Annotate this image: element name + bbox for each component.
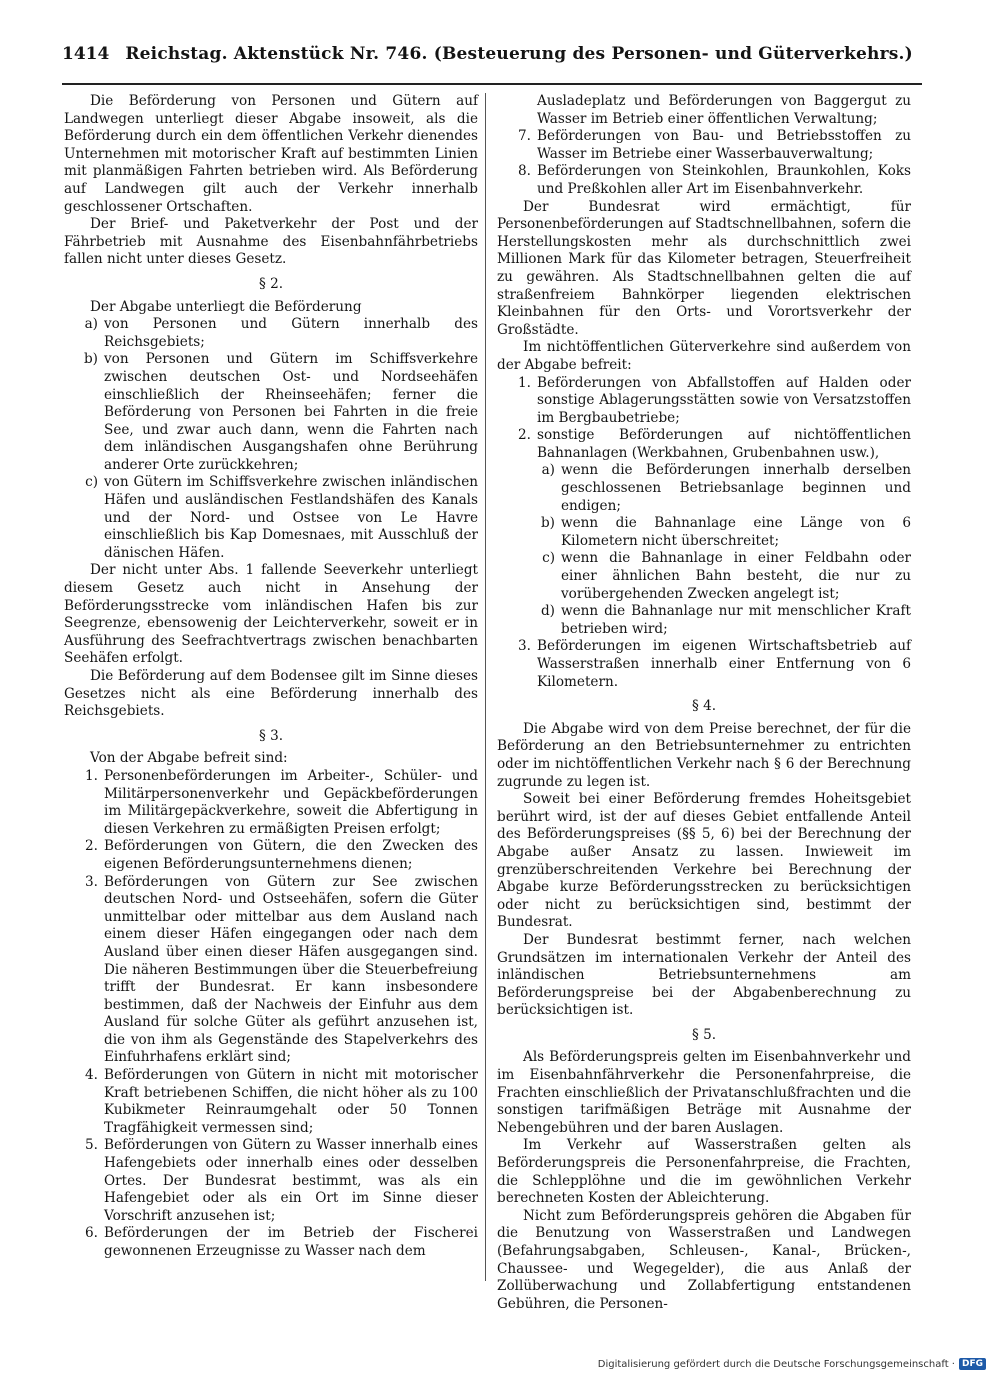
paragraph: Nicht zum Beförderungspreis gehören die Abgaben für die Benutzung von Wasserstraßen und Landwegen (Befahrungsabgaben, Schleusen-, Kanal-, Brücken-, Chaussee- und Wegegelder), die aus Anlaß der Zollüberwachung und Zollabfertigung entstandenen Gebühren, die Personen- [497, 1207, 911, 1312]
page-title: Reichstag. Aktenstück Nr. 746. (Besteuerung des Personen- und Güterverkehrs.) [125, 44, 913, 64]
paragraph: Der nicht unter Abs. 1 fallende Seeverkehr unterliegt diesem Gesetz auch nicht in Ansehung der Beförderungsstrecke vom inländischen Hafen bis zur Seegrenze, ebensowenig der Leichterverkehr, soweit er in Ausführung des Seefrachtvertrags zwischen benachbarten Seehäfen erfolgt. [64, 562, 478, 667]
list-item [78, 874, 478, 1068]
list-marker: c) [85, 474, 98, 491]
list-marker: c) [542, 550, 555, 567]
list-marker: 5. [85, 1137, 98, 1154]
list-marker: 1. [518, 374, 531, 391]
list-marker: b) [540, 515, 555, 532]
list-text: Personenbeförderungen im Arbeiter-, Schüler- und Militärpersonenverkehr und Gepäckbeförderungen im Militärgepäckverkehre, soweit die Abfertigung in diesen Verkehren zu ermäßigten Preisen erfolgt; [104, 767, 478, 837]
letter-list [78, 316, 478, 562]
list-marker: d) [540, 603, 555, 620]
list-text: Beförderungen von Abfallstoffen auf Halden oder sonstige Ablagerungsstätten sowie von Versatzstoffen im Bergbaubetriebe; [537, 374, 911, 426]
list-continuation: Ausladeplatz und Beförderungen von Baggergut zu Wasser im Betrieb einer öffentlichen Verwaltung; [537, 93, 911, 127]
section-intro: Von der Abgabe befreit sind: [90, 750, 288, 767]
list-marker: a) [84, 316, 98, 333]
list-item [78, 1137, 478, 1225]
paragraph: Im nichtöffentlichen Güterverkehre sind außerdem von der Abgabe befreit: [497, 339, 911, 373]
list-text: Beförderungen der im Betrieb der Fischerei gewonnenen Erzeugnisse zu Wasser nach dem [104, 1225, 478, 1259]
list-text: Beförderungen von Steinkohlen, Braunkohlen, Koks und Preßkohlen aller Art im Eisenbahnverkehr. [537, 163, 911, 197]
numbered-list [511, 638, 911, 691]
list-text: von Personen und Gütern innerhalb des Reichsgebiets; [104, 316, 478, 350]
page-header [62, 44, 942, 80]
list-item [511, 375, 911, 428]
paragraph: Der Bundesrat wird ermächtigt, für Personenbeförderungen auf Stadtschnellbahnen, sofern die Herstellungskosten mehr als durchschnittlich zwei Millionen Mark für das Kilometer betragen, Steuerfreiheit zu gewähren. Als Stadtschnellbahnen gelten die auf straßenfreiem Bahnkörper liegenden elektrischen Kleinbahnen für den Orts- und Vorortsverkehr der Großstädte. [497, 198, 911, 338]
list-text: Beförderungen von Bau- und Betriebsstoffen zu Wasser im Betriebe einer Wasserbauverwaltung; [537, 128, 911, 162]
list-item [78, 1225, 478, 1260]
column-divider [485, 93, 486, 1281]
list-item [78, 768, 478, 838]
paragraph: Die Beförderung von Personen und Gütern auf Landwegen unterliegt dieser Abgabe insoweit, als die Beförderung durch ein dem öffentlichen Verkehr dienendes Unternehmen mit motorischer Kraft auf bestimmten Linien mit planmäßigen Fahrten betrieben wird. Als Beförderung auf Landwegen gilt auch der Verkehr innerhalb geschlossener Ortschaften. [64, 93, 478, 215]
list-marker: 3. [85, 873, 98, 890]
list-item [535, 550, 911, 603]
list-marker: 8. [518, 163, 531, 180]
list-text: Beförderungen von Gütern, die den Zwecken des eigenen Beförderungsunternehmens dienen; [104, 838, 478, 872]
list-marker: b) [83, 351, 98, 368]
letter-sublist [535, 462, 911, 638]
numbered-list [511, 375, 911, 463]
dfg-logo: DFG [959, 1358, 986, 1370]
left-column [64, 93, 478, 1261]
list-item [78, 316, 478, 351]
list-text: wenn die Beförderungen innerhalb derselben geschlossenen Betriebsanlage beginnen und endigen; [561, 462, 911, 514]
page-number: 1414 [62, 44, 110, 64]
right-column [497, 93, 911, 1313]
list-marker: 6. [85, 1225, 98, 1242]
list-text: Beförderungen von Gütern in nicht mit motorischer Kraft betriebenen Schiffen, die nicht höher als zu 100 Kubikmeter Reinraumgehalt oder 50 Tonnen Tragfähigkeit vermessen sind; [104, 1067, 478, 1136]
list-item [78, 1067, 478, 1137]
list-marker: 2. [85, 838, 98, 855]
list-marker: a) [541, 462, 555, 479]
paragraph: Soweit bei einer Beförderung fremdes Hoheitsgebiet berührt wird, ist der auf dieses Gebiet entfallende Anteil des Beförderungspreises (§§ 5, 6) bei der Berechnung der Abgabe außer Ansatz zu lassen. Inwieweit im grenzüberschreitenden Verkehre bei Berechnung der Abgabe kurze Beförderungsstrecken zu berücksichtigen oder nicht zu berücksichtigen sind, bestimmt der Bundesrat. [497, 791, 911, 931]
list-item [511, 638, 911, 691]
list-item [78, 351, 478, 474]
list-item [535, 515, 911, 550]
numbered-list [78, 768, 478, 1261]
section-heading: § 5. [691, 1026, 717, 1043]
list-item [535, 462, 911, 515]
section-heading: § 3. [258, 727, 284, 744]
paragraph: Im Verkehr auf Wasserstraßen gelten als Beförderungspreis die Personenfahrpreise, die Frachten, die Schlepplöhne und die im gewöhnlichen Verkehr berechneten Kosten der Ableichterung. [497, 1137, 911, 1207]
paragraph: Als Beförderungspreis gelten im Eisenbahnverkehr und im Eisenbahnfährverkehr die Personenfahrpreise, die Frachten einschließlich der Privatanschlußfrachten und die sonstigen tarifmäßigen Beträge mit Ausnahme der Nebengebühren und der baren Auslagen. [497, 1049, 911, 1136]
list-text: Beförderungen von Gütern zu Wasser innerhalb eines Hafengebiets oder innerhalb eines oder desselben Ortes. Der Bundesrat bestimmt, was als ein Hafengebiet oder als ein Ort im Sinne dieser Vorschrift anzusehen ist; [104, 1137, 478, 1224]
list-text: wenn die Bahnanlage nur mit menschlicher Kraft betrieben wird; [561, 603, 911, 637]
list-text: von Gütern im Schiffsverkehre zwischen inländischen Häfen und ausländischen Festlandshäfen des Kanals und der Nord- und Ostsee von Le Havre einschließlich bis Kap Domesnaes, mit Ausschluß der dänischen Häfen. [104, 474, 478, 561]
list-marker: 3. [518, 638, 531, 655]
header-rule [62, 83, 922, 85]
section-intro: Der Abgabe unterliegt die Beförderung [90, 298, 362, 315]
footer-credit: Digitalisierung gefördert durch die Deutsche Forschungsgemeinschaft · [597, 1358, 955, 1370]
paragraph: Die Abgabe wird von dem Preise berechnet, der für die Beförderung an den Betriebsunternehmer zu entrichten oder im nichtöffentlichen Verkehr nach § 6 der Berechnung zugrunde zu legen ist. [497, 720, 911, 790]
list-item [511, 163, 911, 198]
list-item [511, 427, 911, 462]
list-item [535, 603, 911, 638]
list-text: wenn die Bahnanlage eine Länge von 6 Kilometern nicht überschreitet; [561, 515, 911, 549]
paragraph: Der Brief- und Paketverkehr der Post und der Fährbetrieb mit Ausnahme des Eisenbahnfährbetriebs fallen nicht unter dieses Gesetz. [64, 216, 478, 268]
list-marker: 1. [85, 767, 98, 784]
list-text: Beförderungen von Gütern zur See zwischen deutschen Nord- und Ostseehäfen, sofern die Güter unmittelbar oder mittelbar aus dem Ausland nach einem dieser Häfen eingegangen oder nach dem Ausland über einen dieser Häfen ausgegangen sind. Die näheren Bestimmungen über die Steuerbefreiung trifft der Bundesrat. Er kann insbesondere bestimmen, daß der Nachweis der Einfuhr aus dem Ausland für solche Güter als geführt anzusehen ist, die von ihm als Gegenstände des Stapelverkehrs des Einfuhrhafens erklärt sind; [104, 873, 478, 1066]
list-item [78, 474, 478, 562]
list-item [78, 838, 478, 873]
list-item [511, 128, 911, 163]
list-marker: 4. [85, 1067, 98, 1084]
list-text: Beförderungen im eigenen Wirtschaftsbetrieb auf Wasserstraßen innerhalb einer Entfernung von 6 Kilometern. [537, 638, 911, 690]
list-text: sonstige Beförderungen auf nichtöffentlichen Bahnanlagen (Werkbahnen, Grubenbahnen usw.), [537, 427, 911, 461]
list-text: von Personen und Gütern im Schiffsverkehre zwischen deutschen Ost- und Nordseehäfen einschließlich der Rheinseehäfen; ferner die Beförderung von Personen bei Fahrten in die freie See, und zwar auch dann, wenn die Fahrten nach dem inländischen Ausgangshafen ohne Berührung anderer Orte zurückkehren; [104, 351, 478, 473]
list-marker: 7. [518, 128, 531, 145]
list-marker: 2. [518, 427, 531, 444]
footer [598, 1355, 986, 1373]
paragraph: Die Beförderung auf dem Bodensee gilt im Sinne dieses Gesetzes nicht als eine Beförderung innerhalb des Reichsgebiets. [64, 668, 478, 720]
paragraph: Der Bundesrat bestimmt ferner, nach welchen Grundsätzen im internationalen Verkehr der Anteil des inländischen Betriebsunternehmens am Beförderungspreise bei der Abgabenberechnung zu berücksichtigen ist. [497, 931, 911, 1019]
section-heading: § 4. [691, 698, 717, 715]
list-text: wenn die Bahnanlage in einer Feldbahn oder einer ähnlichen Bahn besteht, die nur zu vorübergehenden Zwecken angelegt ist; [561, 550, 911, 602]
numbered-list [511, 128, 911, 198]
section-heading: § 2. [258, 275, 284, 292]
